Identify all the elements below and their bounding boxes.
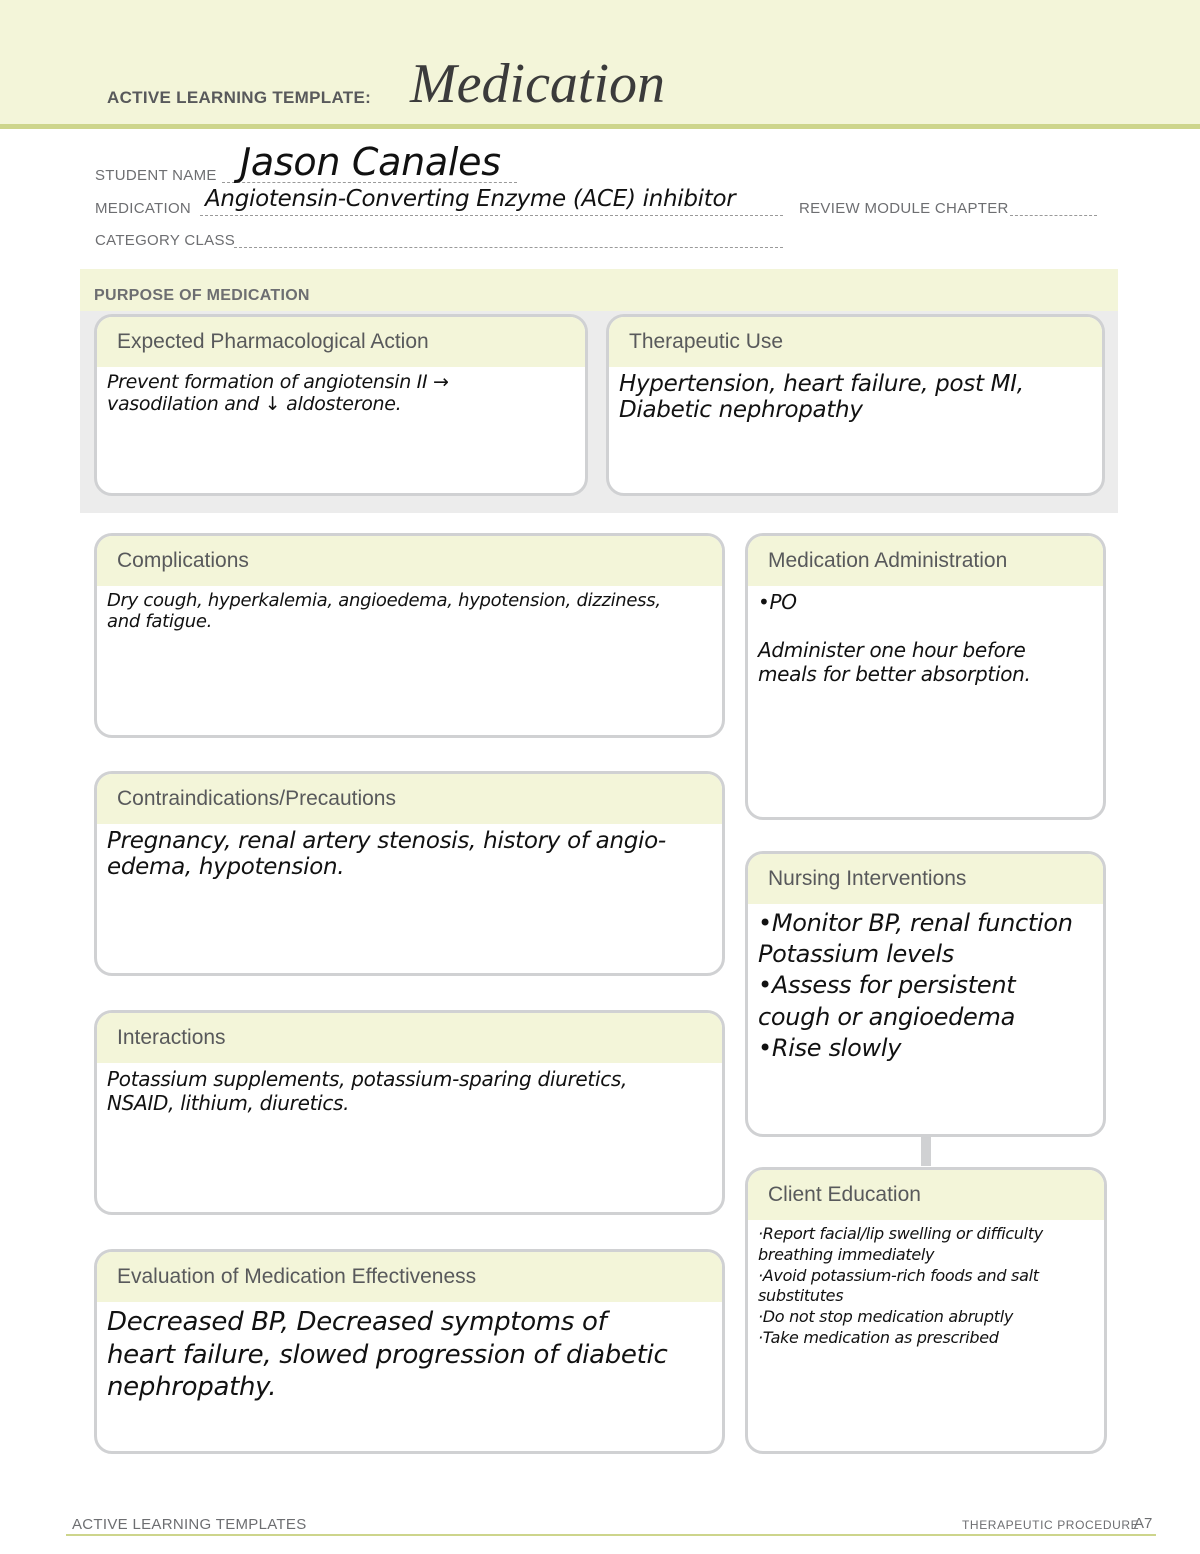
complications-box — [94, 533, 725, 738]
administration-text[interactable]: •PO Administer one hour before meals for better absorption. — [758, 590, 1031, 686]
purpose-label: PURPOSE OF MEDICATION — [94, 287, 310, 304]
footer-right: THERAPEUTIC PROCEDURE — [962, 1518, 1140, 1532]
page-number: A7 — [1134, 1515, 1153, 1532]
student-name-value[interactable]: Jason Canales — [240, 140, 501, 184]
category-class-label: CATEGORY CLASS — [95, 232, 236, 249]
expected-action-text[interactable]: Prevent formation of angiotensin II → vasodilation and ↓ aldosterone. — [107, 371, 449, 415]
review-module-label: REVIEW MODULE CHAPTER — [799, 200, 1009, 217]
administration-title: Medication Administration — [748, 536, 1103, 586]
complications-title: Complications — [97, 536, 722, 586]
connector-bar — [921, 1136, 931, 1166]
interactions-text[interactable]: Potassium supplements, potassium-sparing diuretics, NSAID, lithium, diuretics. — [107, 1067, 628, 1115]
evaluation-box — [94, 1249, 725, 1454]
therapeutic-use-title: Therapeutic Use — [609, 317, 1102, 367]
nursing-interventions-text[interactable]: •Monitor BP, renal function Potassium levels •Assess for persistent cough or angioedema •Rise slowly — [758, 909, 1073, 1062]
contraindications-box — [94, 771, 725, 976]
complications-text[interactable]: Dry cough, hyperkalemia, angioedema, hypotension, dizziness, and fatigue. — [107, 590, 661, 632]
category-class-underline[interactable] — [234, 247, 783, 248]
therapeutic-use-text[interactable]: Hypertension, heart failure, post MI, Diabetic nephropathy — [619, 371, 1024, 423]
expected-action-box — [94, 314, 588, 496]
footer-rule — [66, 1534, 1156, 1536]
review-module-underline[interactable] — [1010, 215, 1097, 216]
page-title: Medication — [410, 53, 666, 115]
header-rule — [0, 124, 1200, 129]
footer-left: ACTIVE LEARNING TEMPLATES — [72, 1516, 307, 1533]
contraindications-title: Contraindications/Precautions — [97, 774, 722, 824]
contraindications-text[interactable]: Pregnancy, renal artery stenosis, history of angio- edema, hypotension. — [107, 828, 666, 880]
administration-box — [745, 533, 1106, 820]
medication-label: MEDICATION — [95, 200, 192, 217]
medication-underline — [200, 215, 783, 216]
evaluation-title: Evaluation of Medication Effectiveness — [97, 1252, 722, 1302]
medication-value[interactable]: Angiotensin-Converting Enzyme (ACE) inhibitor — [205, 186, 736, 212]
expected-action-title: Expected Pharmacological Action — [97, 317, 585, 367]
student-name-label: STUDENT NAME — [95, 167, 217, 184]
therapeutic-use-box — [606, 314, 1105, 496]
client-education-title: Client Education — [748, 1170, 1104, 1220]
nursing-interventions-box — [745, 851, 1106, 1137]
interactions-title: Interactions — [97, 1013, 722, 1063]
template-label: ACTIVE LEARNING TEMPLATE: — [107, 88, 372, 107]
evaluation-text[interactable]: Decreased BP, Decreased symptoms of heart failure, slowed progression of diabetic nephropathy. — [107, 1307, 668, 1402]
interactions-box — [94, 1010, 725, 1215]
nursing-interventions-title: Nursing Interventions — [748, 854, 1103, 904]
client-education-box — [745, 1167, 1107, 1454]
client-education-text[interactable]: ·Report facial/lip swelling or difficulty breathing immediately ·Avoid potassium-rich foods and salt substitutes ·Do not stop medication abruptly ·Take medication as prescribed — [758, 1224, 1043, 1347]
